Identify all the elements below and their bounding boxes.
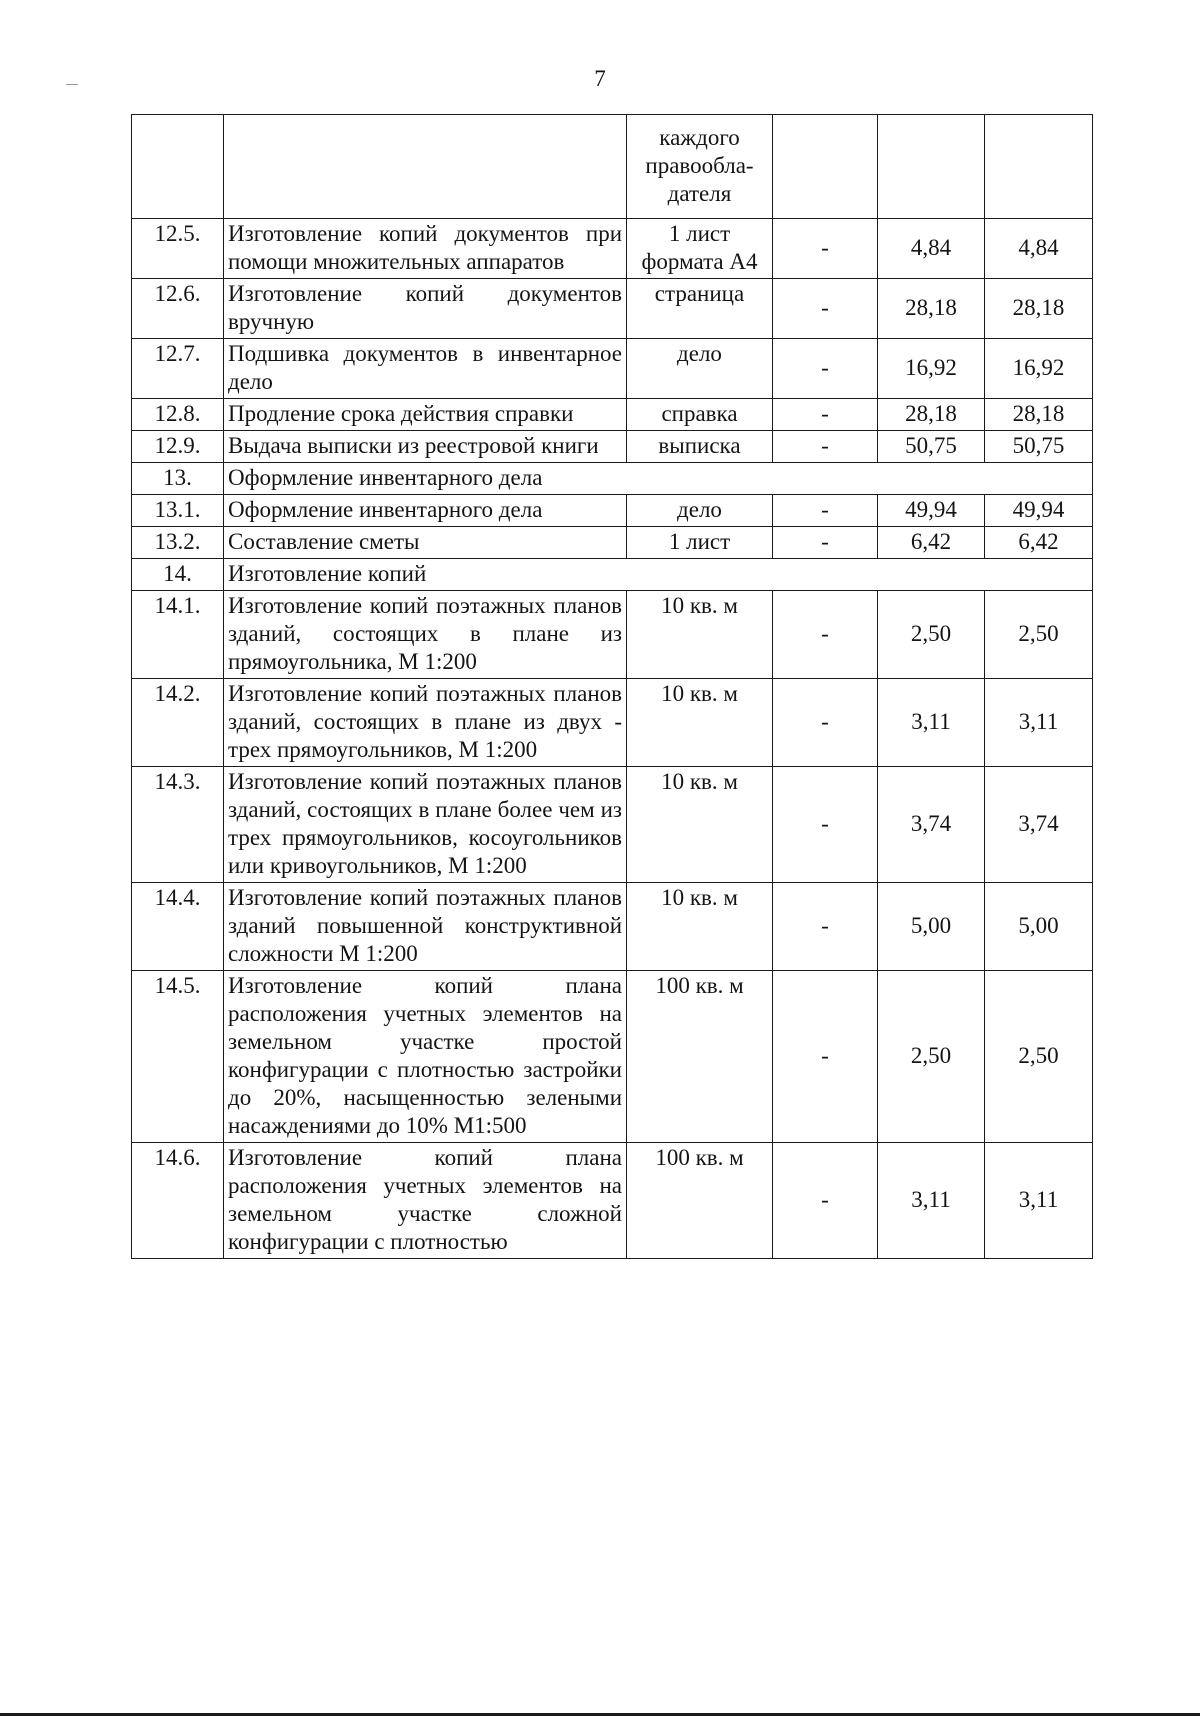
cell-c4: - [773,679,878,767]
cell-num: 12.8. [132,399,224,431]
table-row-continued [132,115,1093,219]
cell-c6 [985,115,1093,219]
cell-c5: 5,00 [878,883,985,971]
cell-c5: 16,92 [878,339,985,399]
cell-num [132,115,224,219]
table-row [132,431,1093,463]
cell-c6: 49,94 [985,495,1093,527]
cell-name: Изготовление копий плана расположения учетных элементов на земельном участке сложной конфигурации с плотностью [224,1143,627,1259]
section-row [132,463,1093,495]
cell-name [224,115,627,219]
cell-c5: 28,18 [878,279,985,339]
cell-c5: 28,18 [878,399,985,431]
table-row [132,679,1093,767]
cell-c4 [773,115,878,219]
cell-num: 14.2. [132,679,224,767]
cell-unit: 100 кв. м [627,971,773,1143]
cell-c5: 50,75 [878,431,985,463]
cell-c6: 28,18 [985,279,1093,339]
cell-name: Выдача выписки из реестровой книги [224,431,627,463]
table-row [132,399,1093,431]
table-body [132,115,1093,1259]
cell-num: 12.7. [132,339,224,399]
cell-c4: - [773,495,878,527]
page-number: 7 [594,66,606,91]
cell-unit: каждого правообла-дателя [627,115,773,219]
cell-c6: 2,50 [985,971,1093,1143]
cell-c6: 5,00 [985,883,1093,971]
table-row [132,971,1093,1143]
cell-c4: - [773,767,878,883]
cell-c6: 50,75 [985,431,1093,463]
cell-num: 14.1. [132,591,224,679]
cell-num: 12.6. [132,279,224,339]
table-row [132,767,1093,883]
cell-num: 13. [132,463,224,495]
cell-c5: 4,84 [878,219,985,279]
cell-unit: справка [627,399,773,431]
cell-num: 14. [132,559,224,591]
cell-c6: 4,84 [985,219,1093,279]
cell-unit: 10 кв. м [627,591,773,679]
cell-c4: - [773,527,878,559]
cell-unit: 10 кв. м [627,767,773,883]
cell-c5: 49,94 [878,495,985,527]
cell-c4: - [773,219,878,279]
cell-unit: 100 кв. м [627,1143,773,1259]
table-row [132,527,1093,559]
cell-c4: - [773,431,878,463]
cell-name: Оформление инвентарного дела [224,495,627,527]
cell-section-title: Изготовление копий [224,559,1093,591]
cell-c4: - [773,971,878,1143]
tariff-table [131,114,1093,1259]
table-row [132,339,1093,399]
cell-c5: 3,11 [878,679,985,767]
cell-num: 12.9. [132,431,224,463]
cell-c4: - [773,591,878,679]
cell-c4: - [773,1143,878,1259]
cell-unit: 1 лист [627,527,773,559]
cell-num: 14.4. [132,883,224,971]
cell-c5: 3,11 [878,1143,985,1259]
cell-c5: 2,50 [878,591,985,679]
section-row [132,559,1093,591]
cell-unit: 10 кв. м [627,883,773,971]
cell-name: Изготовление копий поэтажных планов зданий, состоящих в плане более чем из трех прямоугольников, косоугольников или кривоугольников, М 1:200 [224,767,627,883]
cell-c4: - [773,399,878,431]
cell-num: 13.2. [132,527,224,559]
cell-c5: 2,50 [878,971,985,1143]
cell-name: Изготовление копий документов вручную [224,279,627,339]
cell-c5: 3,74 [878,767,985,883]
cell-c5 [878,115,985,219]
cell-c6: 3,11 [985,1143,1093,1259]
cell-name: Изготовление копий документов при помощи множительных аппаратов [224,219,627,279]
cell-c6: 28,18 [985,399,1093,431]
cell-unit: страница [627,279,773,339]
table-row [132,495,1093,527]
cell-c6: 16,92 [985,339,1093,399]
cell-section-title: Оформление инвентарного дела [224,463,1093,495]
cell-unit: выписка [627,431,773,463]
bottom-rule [0,1713,1200,1716]
cell-unit: дело [627,495,773,527]
cell-c4: - [773,279,878,339]
table-row [132,591,1093,679]
cell-unit: дело [627,339,773,399]
cell-c4: - [773,883,878,971]
cell-unit: 10 кв. м [627,679,773,767]
table-row [132,1143,1093,1259]
cell-c5: 6,42 [878,527,985,559]
cell-name: Продление срока действия справки [224,399,627,431]
cell-unit: 1 лист формата А4 [627,219,773,279]
cell-num: 14.5. [132,971,224,1143]
cell-name: Изготовление копий поэтажных планов зданий, состоящих в плане из двух - трех прямоугольников, М 1:200 [224,679,627,767]
cell-name: Изготовление копий плана расположения учетных элементов на земельном участке простой конфигурации с плотностью застройки до 20%, насыщенностью зелеными насаждениями до 10% М1:500 [224,971,627,1143]
cell-num: 12.5. [132,219,224,279]
cell-name: Изготовление копий поэтажных планов зданий повышенной конструктивной сложности М 1:200 [224,883,627,971]
cell-num: 14.6. [132,1143,224,1259]
cell-name: Изготовление копий поэтажных планов зданий, состоящих в плане из прямоугольника, М 1:200 [224,591,627,679]
cell-num: 14.3. [132,767,224,883]
cell-c6: 3,74 [985,767,1093,883]
cell-c6: 6,42 [985,527,1093,559]
cell-c6: 2,50 [985,591,1093,679]
table-row [132,219,1093,279]
cell-num: 13.1. [132,495,224,527]
cell-c4: - [773,339,878,399]
cell-c6: 3,11 [985,679,1093,767]
cell-name: Подшивка документов в инвентарное дело [224,339,627,399]
cell-name: Составление сметы [224,527,627,559]
table-row [132,883,1093,971]
table-row [132,279,1093,339]
